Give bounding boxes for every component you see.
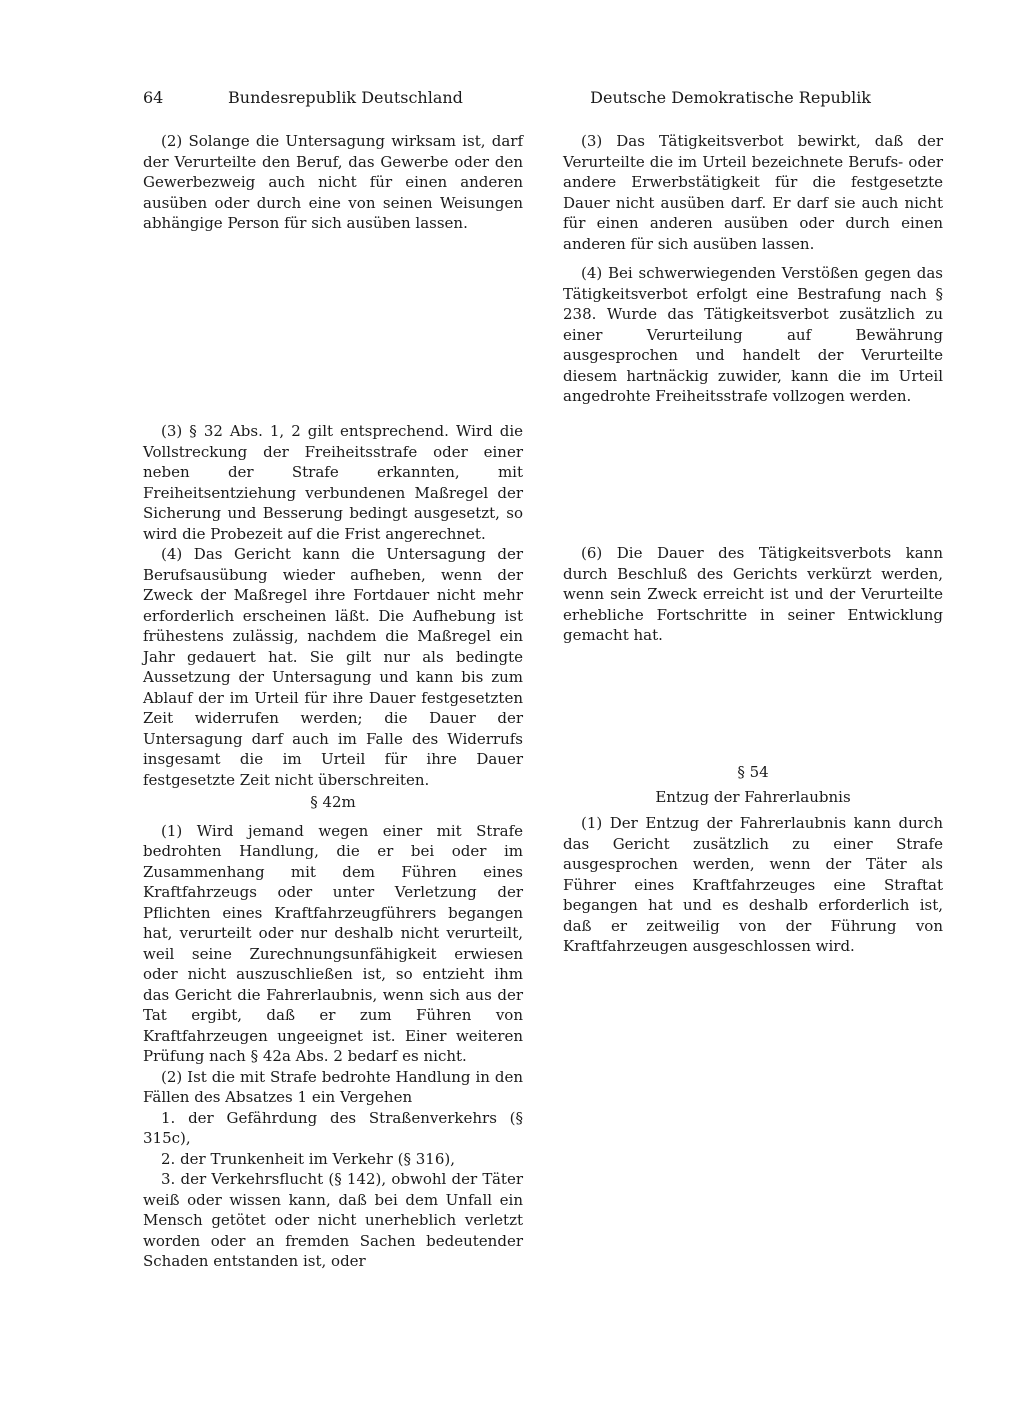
- running-header-left: Bundesrepublik Deutschland: [228, 88, 463, 107]
- right-paragraph-3: (3) Das Tätigkeitsverbot bewirkt, daß der Verurteilte die im Urteil bezeichnete Berufs- oder andere Erwerbstätigkeit für die festgesetzte Dauer nicht ausüben darf. Er darf sie auch nicht für einen anderen ausüben oder durch einen anderen für sich ausüben lassen.: [563, 132, 943, 253]
- running-header-right: Deutsche Demokratische Republik: [590, 88, 871, 107]
- section-54-title: Entzug der Fahrerlaubnis: [655, 787, 851, 806]
- section-54-block: [563, 762, 943, 957]
- left-paragraphs-3-4-block: [143, 421, 523, 790]
- list-item: 3. der Verkehrsflucht (§ 142), obwohl der Täter weiß oder wissen kann, daß bei dem Unfall ein Mensch getötet oder nicht unerheblich verletzt worden oder an fremden Sachen bedeutender Schaden entstanden ist, oder: [143, 1170, 523, 1270]
- left-paragraph-3: (3) § 32 Abs. 1, 2 gilt entsprechend. Wird die Vollstreckung der Freiheitsstrafe oder einer neben der Strafe erkannten, mit Freiheitsentziehung verbundenen Maßregel der Sicherung und Besserung bedingt ausgesetzt, so wird die Probezeit auf die Frist angerechnet.: [143, 422, 523, 543]
- right-paragraph-6-block: [563, 543, 943, 646]
- left-paragraph-2-block: [143, 131, 523, 234]
- right-paragraphs-3-4-block: [563, 131, 943, 407]
- list-item: 1. der Gefährdung des Straßenverkehrs (§ 315c),: [143, 1108, 523, 1147]
- section-54-paragraph-1: (1) Der Entzug der Fahrerlaubnis kann durch das Gericht zusätzlich zu einer Strafe ausgesprochen werden, wenn der Täter als Führer eines Kraftfahrzeuges eine Straftat begangen hat und es deshalb erforderlich ist, daß er zeitweilig von der Führung von Kraftfahrzeugen ausgeschlossen wird.: [563, 814, 943, 955]
- section-54-heading: § 54: [737, 763, 769, 781]
- page-number: 64: [143, 88, 164, 107]
- right-paragraph-6: (6) Die Dauer des Tätigkeitsverbots kann durch Beschluß des Gerichts verkürzt werden, wenn sein Zweck erreicht ist und der Verurteilte erhebliche Fortschritte in seiner Entwicklung gemacht hat.: [563, 544, 943, 644]
- section-42m-heading: § 42m: [310, 793, 356, 811]
- left-paragraph-4: (4) Das Gericht kann die Untersagung der Berufsausübung wieder aufheben, wenn der Zweck der Maßregel ihre Fortdauer nicht mehr erforderlich erscheinen läßt. Die Aufhebung ist frühestens zulässig, nachdem die Maßregel ein Jahr gedauert hat. Sie gilt nur als bedingte Aussetzung der Untersagung und kann bis zum Ablauf der im Urteil für ihre Dauer festgesetzten Zeit widerrufen werden; die Dauer der Untersagung darf auch im Falle des Widerrufs insgesamt die im Urteil für ihre Dauer festgesetzte Zeit nicht überschreiten.: [143, 545, 523, 789]
- list-item: 2. der Trunkenheit im Verkehr (§ 316),: [161, 1149, 455, 1168]
- section-42m-paragraph-2: (2) Ist die mit Strafe bedrohte Handlung in den Fällen des Absatzes 1 ein Vergehen: [143, 1067, 523, 1106]
- section-42m-block: [143, 792, 523, 1272]
- section-42m-paragraph-1: (1) Wird jemand wegen einer mit Strafe bedrohten Handlung, die er bei oder im Zusammenhang mit dem Führen eines Kraftfahrzeugs oder unter Verletzung der Pflichten eines Kraftfahrzeugführers begangen hat, verurteilt oder nur deshalb nicht verurteilt, weil seine Zurechnungsunfähigkeit erwiesen oder nicht auszuschließen ist, so entzieht ihm das Gericht die Fahrerlaubnis, wenn sich aus der Tat ergibt, daß er zum Führen von Kraftfahrzeugen ungeeignet ist. Einer weiteren Prüfung nach § 42a Abs. 2 bedarf es nicht.: [143, 821, 523, 1065]
- left-paragraph-2: (2) Solange die Untersagung wirksam ist, darf der Verurteilte den Beruf, das Gewerbe oder den Gewerbezweig auch nicht für einen anderen ausüben oder durch eine von seinen Weisungen abhängige Person für sich ausüben lassen.: [143, 132, 523, 232]
- right-paragraph-4: (4) Bei schwerwiegenden Verstößen gegen das Tätigkeitsverbot erfolgt eine Bestrafung nach § 238. Wurde das Tätigkeitsverbot zusätzlich zu einer Verurteilung auf Bewährung ausgesprochen und handelt der Verurteilte diesem hartnäckig zuwider, kann die im Urteil angedrohte Freiheitsstrafe vollzogen werden.: [563, 264, 943, 405]
